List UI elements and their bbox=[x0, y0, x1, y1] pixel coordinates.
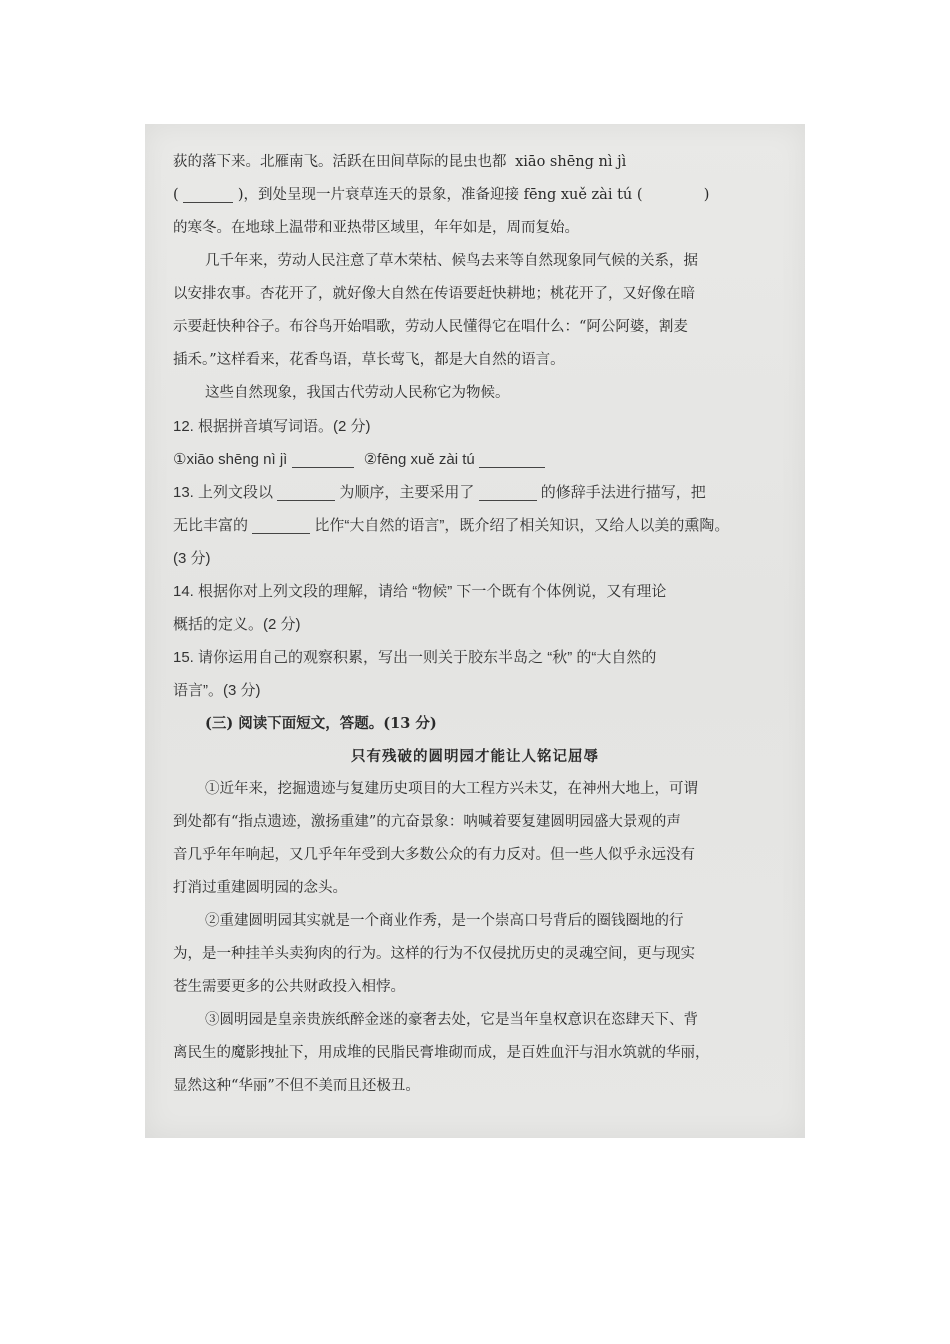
q12-item-2: ②fēng xuě zài tú bbox=[363, 451, 475, 468]
text: 15. 请你运用自己的观察积累，写出一则关于胶东半岛之 bbox=[173, 649, 544, 666]
text: 为顺序，主要采用了 bbox=[339, 484, 475, 501]
article-p1-line2: 到处都有“指点遗迹，激扬重建”的亢奋景象：呐喊着要复建圆明园盛大景观的声 bbox=[173, 814, 681, 830]
q12-item-1: ①xiāo shēng nì jì bbox=[173, 451, 288, 468]
answer-blank[interactable] bbox=[183, 184, 233, 203]
text: 的“大自然的 bbox=[576, 649, 657, 666]
answer-blank[interactable] bbox=[277, 482, 335, 501]
answer-blank[interactable] bbox=[252, 515, 310, 534]
passage1-p2-line1: 几千年来，劳动人民注意了草木荣枯、候鸟去来等自然现象同气候的关系，据 bbox=[205, 253, 698, 269]
passage1-p2-line2: 以安排农事。杏花开了，就好像大自然在传语要赶快耕地；桃花开了，又好像在暗 bbox=[173, 286, 695, 302]
question-15-line1 bbox=[173, 641, 777, 674]
answer-blank[interactable] bbox=[479, 482, 537, 501]
question-13-line3: (3 分) bbox=[173, 550, 211, 567]
article-p3-line2: 离民生的魔影拽扯下，用成堆的民脂民膏堆砌而成，是百姓血汗与泪水筑就的华丽， bbox=[173, 1045, 710, 1061]
text: 的修辞手法进行描写，把 bbox=[540, 484, 706, 501]
passage1-p2-line3: 示要赶快种谷子。布谷鸟开始唱歌，劳动人民懂得它在唱什么：“阿公阿婆，割麦 bbox=[173, 319, 688, 335]
question-14-line2: 概括的定义。(2 分) bbox=[173, 616, 301, 633]
scanned-page-photo bbox=[145, 124, 805, 1138]
passage1-line2 bbox=[173, 179, 777, 212]
answer-blank[interactable] bbox=[479, 449, 545, 468]
paren-close: ) bbox=[703, 187, 710, 203]
article-p1-line3: 音几乎年年响起，又几乎年年受到大多数公众的有力反对。但一些人似乎永远没有 bbox=[173, 847, 695, 863]
passage1-line3: 的寒冬。在地球上温带和亚热带区域里，年年如是，周而复始。 bbox=[173, 220, 579, 236]
text: 比作“大自然的语言”，既介绍了相关知识，又给人以美的熏陶。 bbox=[314, 517, 730, 534]
passage1-p3: 这些自然现象，我国古代劳动人民称它为物候。 bbox=[205, 385, 510, 401]
passage1-p2-line4: 插禾。”这样看来，花香鸟语，草长莺飞，都是大自然的语言。 bbox=[173, 352, 565, 368]
question-12-answers bbox=[173, 443, 777, 476]
article-p2-line1: ②重建圆明园其实就是一个商业作秀，是一个崇高口号背后的圈钱圈地的行 bbox=[205, 913, 684, 929]
article-title: 只有残破的圆明园才能让人铭记屈辱 bbox=[351, 748, 599, 765]
paren-open: ( bbox=[636, 187, 643, 203]
question-15-line2: 语言”。(3 分) bbox=[173, 682, 261, 699]
paren-open: ( bbox=[173, 187, 179, 203]
text: 下一个既有个体例说，又有理论 bbox=[456, 583, 667, 600]
article-p2-line2: 为，是一种挂羊头卖狗肉的行为。这样的行为不仅侵扰历史的灵魂空间，更与现实 bbox=[173, 946, 695, 962]
article-p3-line1: ③圆明园是皇亲贵族纸醉金迷的豪奢去处，它是当年皇权意识在恣肆天下、背 bbox=[205, 1012, 698, 1028]
question-14-line1 bbox=[173, 575, 777, 608]
text: 无比丰富的 bbox=[173, 517, 249, 534]
text: 荻的落下来。北雁南飞。活跃在田间草际的昆虫也都 bbox=[173, 154, 507, 170]
answer-blank[interactable] bbox=[292, 449, 354, 468]
text: 13. 上列文段以 bbox=[173, 484, 274, 501]
text: 14. 根据你对上列文段的理解，请给 bbox=[173, 583, 409, 600]
article-p1-line4: 打消过重建圆明园的念头。 bbox=[173, 880, 347, 896]
pinyin: xiāo shēng nì jì bbox=[515, 154, 627, 170]
text: )，到处呈现一片衰草连天的景象，准备迎接 bbox=[237, 187, 520, 203]
emphasis-word: “秋” bbox=[547, 649, 573, 666]
document-body bbox=[173, 146, 777, 1103]
article-p3-line3: 显然这种“华丽”不但不美而且还极丑。 bbox=[173, 1078, 420, 1094]
answer-blank[interactable] bbox=[647, 185, 699, 203]
article-p1-line1: ①近年来，挖掘遗迹与复建历史项目的大工程方兴未艾，在神州大地上，可谓 bbox=[205, 781, 698, 797]
question-13-line2 bbox=[173, 509, 777, 542]
article-p2-line3: 苍生需要更多的公共财政投入相悖。 bbox=[173, 979, 405, 995]
section3-header: (三) 阅读下面短文，答题。(13 分) bbox=[205, 715, 437, 732]
emphasis-word: “物候” bbox=[412, 583, 453, 600]
question-12: 12. 根据拼音填写词语。(2 分) bbox=[173, 418, 371, 435]
question-13-line1 bbox=[173, 476, 777, 509]
passage1-line1 bbox=[173, 146, 777, 179]
pinyin: fēng xuě zài tú bbox=[523, 187, 633, 203]
